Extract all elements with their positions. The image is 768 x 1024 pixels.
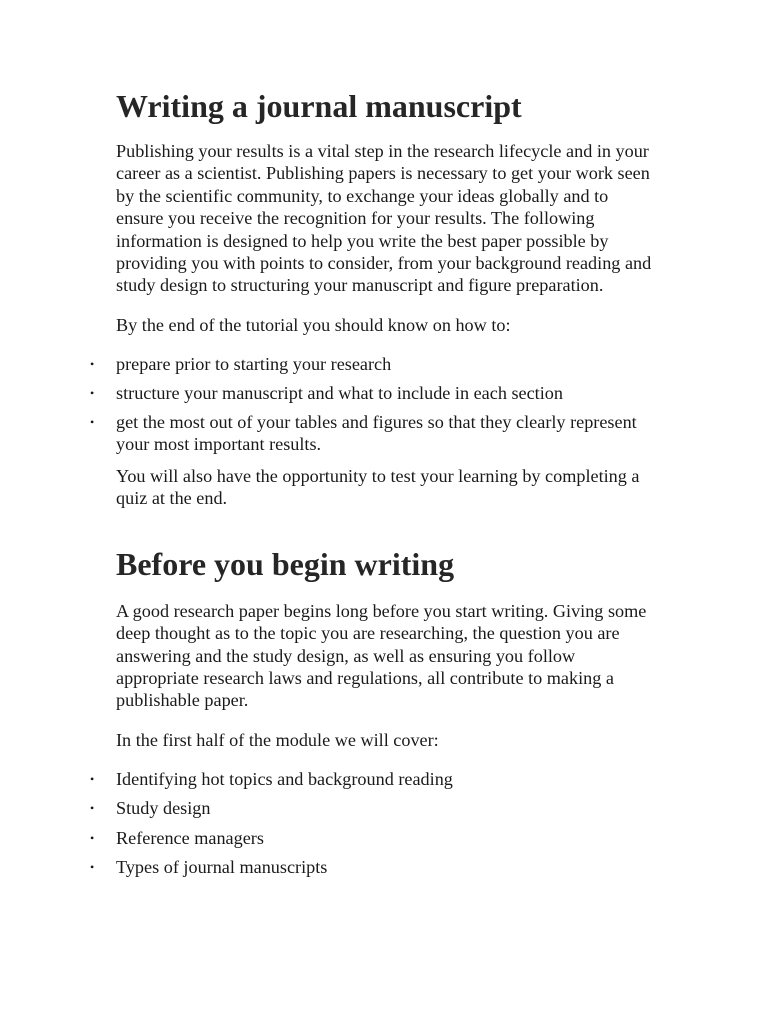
list-item xyxy=(90,797,658,819)
tutorial-lead-paragraph: By the end of the tutorial you should know on how to: xyxy=(116,314,511,335)
list-item xyxy=(90,353,658,375)
list-item-text: Identifying hot topics and background reading xyxy=(116,769,453,790)
tutorial-goals-list xyxy=(90,353,658,456)
list-item-text: Study design xyxy=(116,798,211,819)
list-item-text: structure your manuscript and what to include in each section xyxy=(116,383,563,404)
list-item-text: get the most out of your tables and figures so that they clearly represent your most important results. xyxy=(116,412,637,455)
module-lead-paragraph: In the first half of the module we will cover: xyxy=(116,729,439,750)
bullet-icon: • xyxy=(90,859,95,874)
bullet-icon: • xyxy=(90,357,95,372)
quiz-paragraph: You will also have the opportunity to test your learning by completing a quiz at the end. xyxy=(116,465,640,509)
list-item xyxy=(90,827,658,849)
list-item xyxy=(90,768,658,790)
module-topics-list xyxy=(90,768,658,878)
section-title-writing-manuscript: Writing a journal manuscript xyxy=(116,88,522,124)
list-item xyxy=(90,856,658,878)
bullet-icon: • xyxy=(90,415,95,430)
section-title-before-writing: Before you begin writing xyxy=(116,545,455,582)
list-item xyxy=(90,382,658,404)
bullet-icon: • xyxy=(90,830,95,845)
list-item-text: Reference managers xyxy=(116,827,264,848)
bullet-icon: • xyxy=(90,772,95,787)
intro-paragraph: Publishing your results is a vital step in the research lifecycle and in your career as a scientist. Publishing papers is necessary to get your work seen by the scientific community, to exchange your ideas globally and to ensure you receive the recognition for your results. The following information is designed to help you write the best paper possible by providing you with points to consider, from your background reading and study design to structuring your manuscript and figure preparation. xyxy=(116,141,652,296)
list-item xyxy=(90,411,658,456)
list-item-text: Types of journal manuscripts xyxy=(116,856,328,877)
before-writing-paragraph: A good research paper begins long before you start writing. Giving some deep thought as to the topic you are researching, the question you are answering and the study design, as well as ensuring you follow appropriate research laws and regulations, all contribute to making a publishable paper. xyxy=(116,600,647,711)
bullet-icon: • xyxy=(90,386,95,401)
bullet-icon: • xyxy=(90,801,95,816)
list-item-text: prepare prior to starting your research xyxy=(116,354,392,375)
